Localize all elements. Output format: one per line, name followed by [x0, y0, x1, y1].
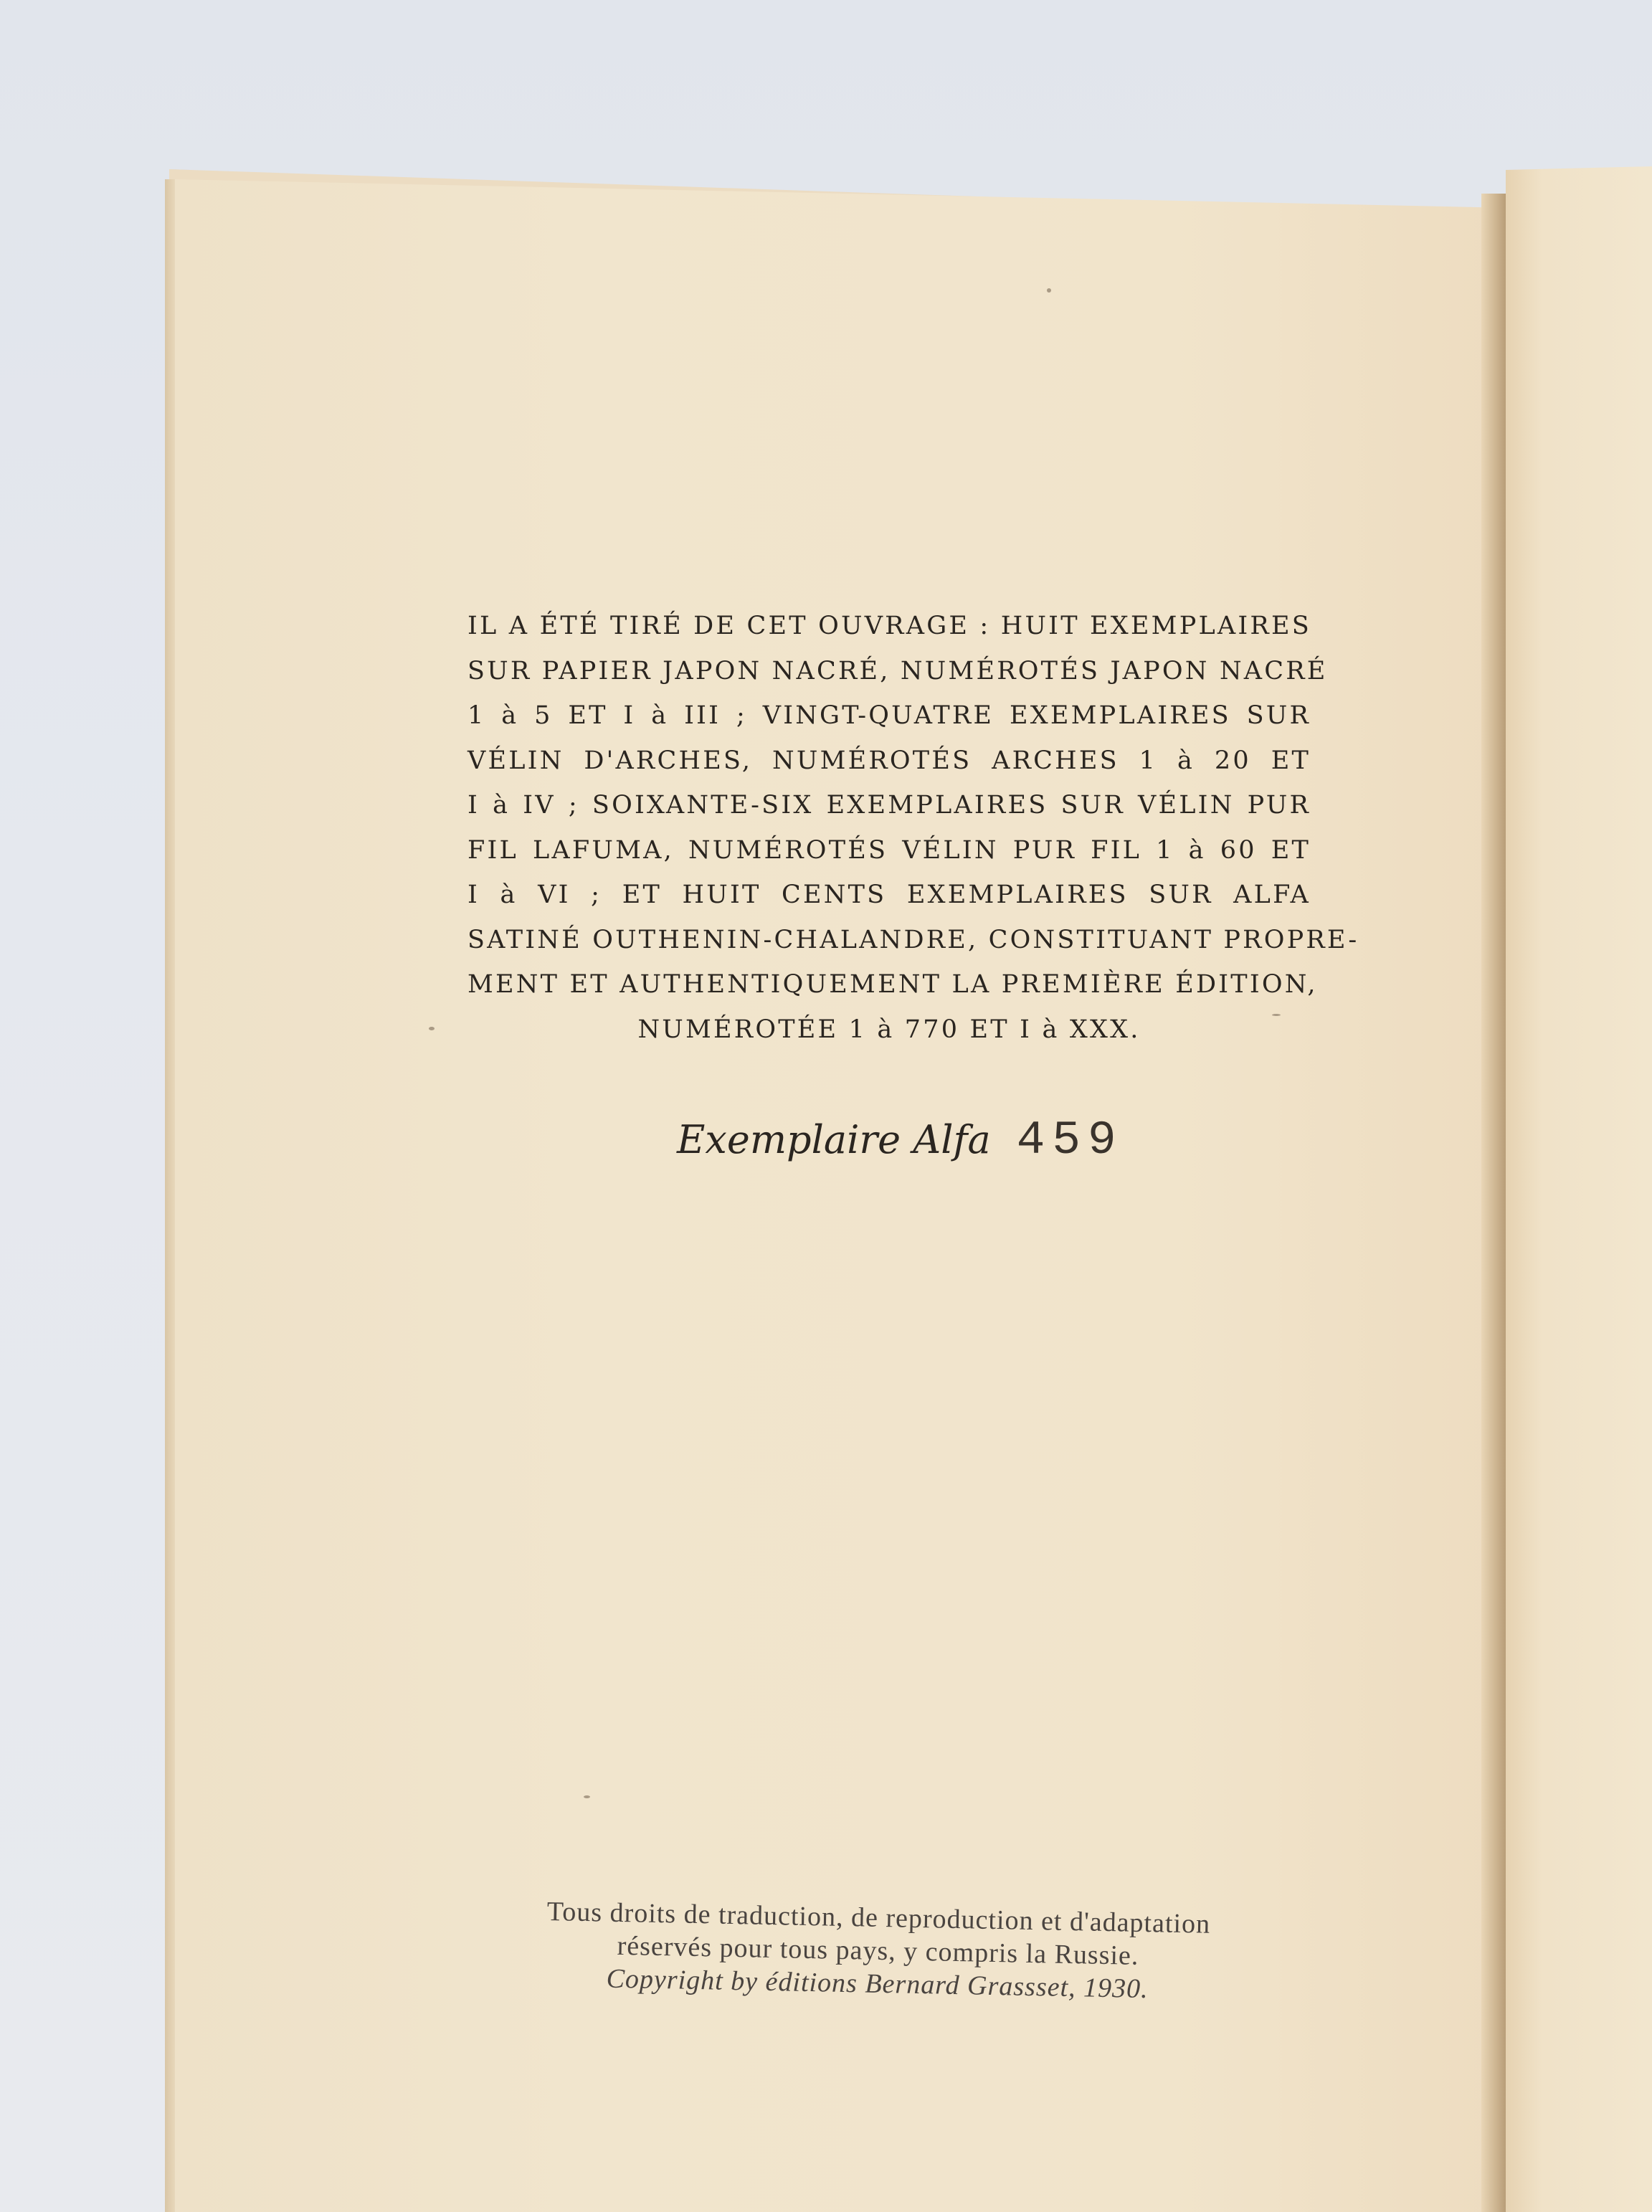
rights-notice — [432, 1893, 1323, 2009]
colophon-line: IL A ÉTÉ TIRÉ DE CET OUVRAGE : HUIT EXEMPLAIRES — [467, 612, 1311, 640]
paper-speck — [1047, 288, 1051, 293]
paper-speck — [429, 1027, 435, 1030]
colophon-line: 1 à 5 ET I à III ; VINGT-QUATRE EXEMPLAIRES SUR — [467, 701, 1311, 730]
copy-number-value: 459 — [1016, 1114, 1124, 1167]
rights-line: Tous droits de traduction, de reproduction et d'adaptation — [546, 1897, 1211, 1940]
colophon-line: SUR PAPIER JAPON NACRÉ, NUMÉROTÉS JAPON NACRÉ — [467, 656, 1328, 685]
copy-number — [677, 1114, 1124, 1167]
colophon-line: SATINÉ OUTHENIN-CHALANDRE, CONSTITUANT PROPRE- — [467, 925, 1359, 954]
rights-line: réservés pour tous pays, y compris la Russie. — [617, 1930, 1139, 1971]
paper-speck — [584, 1795, 590, 1798]
copyright-line: Copyright by éditions Bernard Grassset, 1930. — [606, 1963, 1149, 2005]
copy-number-label: Exemplaire Alfa — [677, 1117, 991, 1162]
colophon-line: I à VI ; ET HUIT CENTS EXEMPLAIRES SUR ALFA — [467, 880, 1311, 909]
colophon-line: MENT ET AUTHENTIQUEMENT LA PREMIÈRE ÉDITION, — [467, 970, 1318, 999]
colophon-text — [467, 604, 1359, 1052]
book-gutter — [1481, 194, 1506, 2212]
colophon-line: I à IV ; SOIXANTE-SIX EXEMPLAIRES SUR VÉLIN PUR — [467, 791, 1311, 820]
colophon-line: NUMÉROTÉE 1 à 770 ET I à XXX. — [637, 1015, 1141, 1044]
colophon-line: VÉLIN D'ARCHES, NUMÉROTÉS ARCHES 1 à 20 ET — [467, 746, 1311, 775]
facing-page — [1506, 166, 1652, 2212]
colophon-line: FIL LAFUMA, NUMÉROTÉS VÉLIN PUR FIL 1 à 60 ET — [467, 835, 1311, 865]
